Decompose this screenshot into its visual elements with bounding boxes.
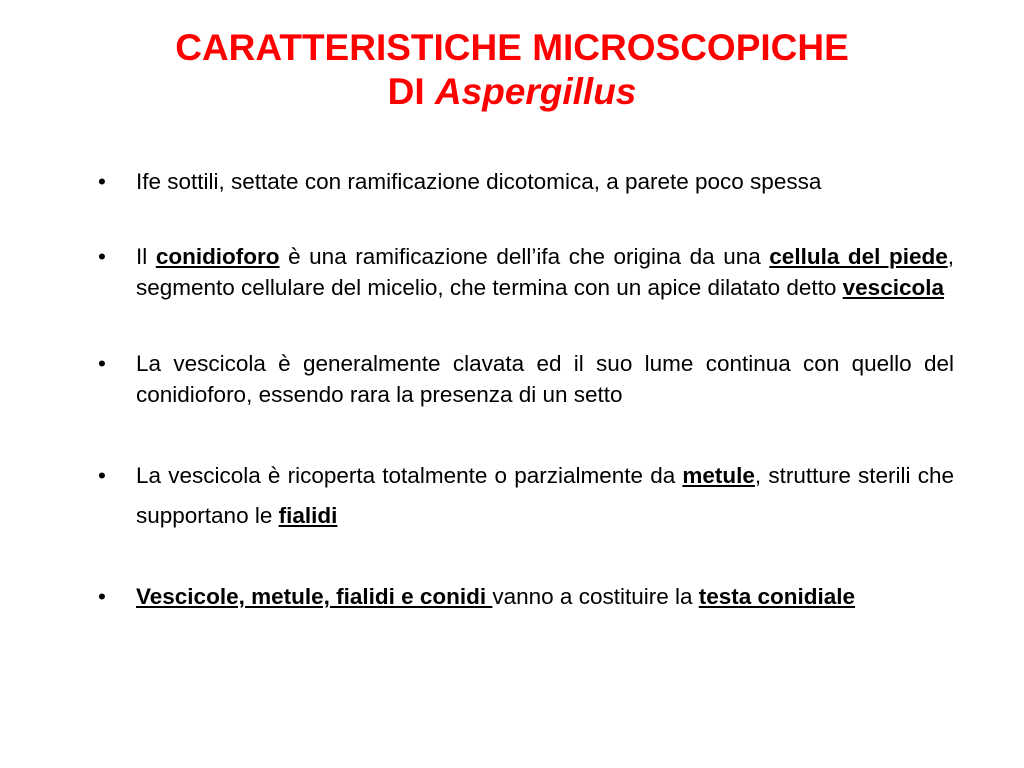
bullet-text: La vescicola è ricoperta totalmente o parzialmente da [136, 463, 683, 488]
bullet-marker: • [98, 169, 106, 194]
bullet-item-vesicle [98, 348, 954, 410]
bullet-text: Ife sottili, settate con ramificazione dicotomica, a parete poco spessa [136, 169, 822, 194]
bullet-text: è una ramificazione dell’ifa che origina da una [279, 244, 770, 269]
term-testa-conidiale: testa conidiale [698, 584, 856, 609]
term-vescicola: vescicola [842, 275, 944, 300]
bullet-text: Il [136, 244, 156, 269]
bullet-marker: • [98, 463, 106, 488]
bullet-marker: • [98, 351, 106, 376]
term-cellula-del-piede: cellula del piede [769, 244, 948, 269]
title-line-1: CARATTERISTICHE MICROSCOPICHE [175, 27, 849, 68]
term-fialidi: fialidi [278, 503, 338, 528]
bullet-marker: • [98, 244, 106, 269]
slide-title [60, 26, 964, 114]
term-metule: metule [682, 463, 755, 488]
bullet-item-conidiophore [98, 241, 954, 303]
bullet-list [98, 166, 954, 612]
bullet-marker: • [98, 584, 106, 609]
bullet-text: , segmento cellulare del micelio, che termina con un apice dilatato detto [136, 244, 954, 300]
bullet-text: La vescicola è generalmente clavata ed il suo lume continua con quello del conidioforo, essendo rara la presenza di un setto [136, 351, 954, 407]
title-line-2-prefix: DI [387, 71, 435, 112]
bullet-item-conidial-head [98, 581, 954, 612]
bullet-text: vanno a costituire la [492, 584, 699, 609]
title-genus-name: Aspergillus [434, 71, 637, 112]
term-conidioforo: conidioforo [155, 244, 280, 269]
bullet-text: , strutture sterili che supportano le [136, 463, 954, 528]
term-vescicole-metule-fialidi-conidi: Vescicole, metule, fialidi e conidi [136, 584, 493, 609]
bullet-item-metulae [98, 456, 954, 536]
bullet-item-hyphae [98, 166, 954, 197]
